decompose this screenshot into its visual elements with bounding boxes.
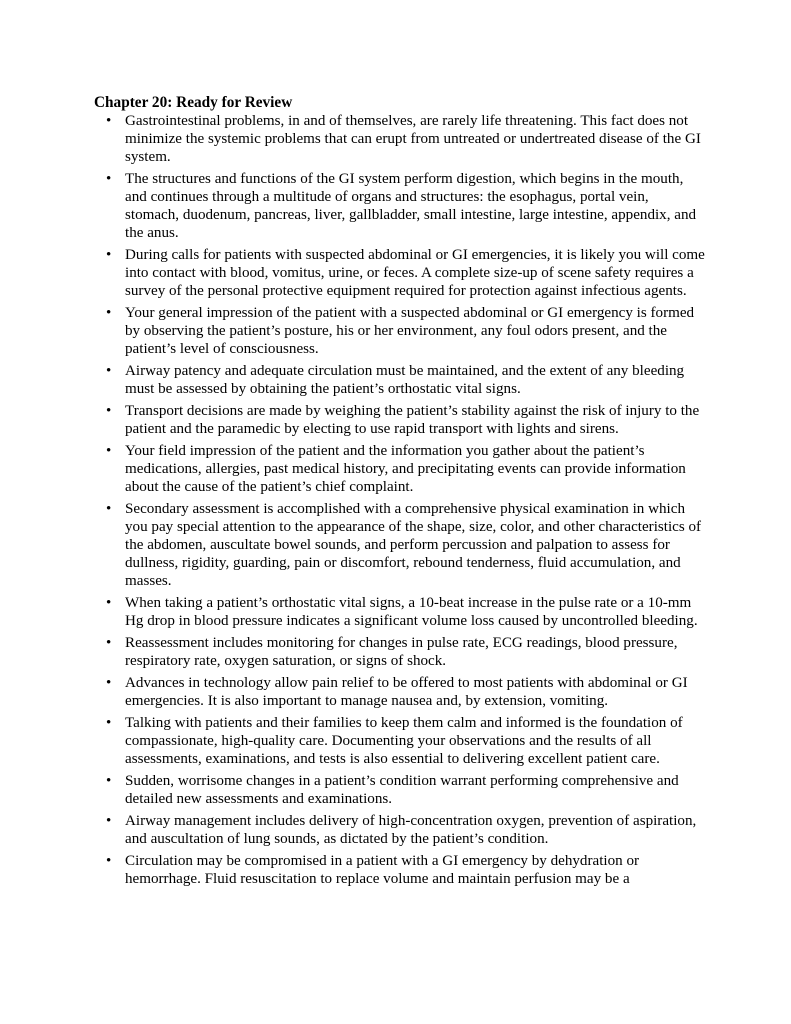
bullet-text: Reassessment includes monitoring for changes in pulse rate, ECG readings, blood pressure, respiratory rate, oxygen saturation, or signs of shock. xyxy=(125,635,678,669)
review-bullet-item xyxy=(106,674,706,710)
review-bullet-item xyxy=(106,170,706,242)
bullet-text: The structures and functions of the GI system perform digestion, which begins in the mouth, and continues through a multitude of organs and structures: the esophagus, portal vein, stomach, duodenum, pancreas, liver, gallbladder, small intestine, large intestine, appendix, and the anus. xyxy=(125,171,697,241)
bullet-marker: • xyxy=(106,305,112,321)
bullet-marker: • xyxy=(106,595,112,611)
bullet-text: During calls for patients with suspected abdominal or GI emergencies, it is likely you will come into contact with blood, vomitus, urine, or feces. A complete size-up of scene safety requires a survey of the personal protective equipment required for protection against infectious agents. xyxy=(125,247,705,299)
review-bullet-item xyxy=(106,304,706,358)
bullet-marker: • xyxy=(106,773,112,789)
review-bullet-item xyxy=(106,594,706,630)
review-bullet-item xyxy=(106,714,706,768)
review-bullet-item xyxy=(106,634,706,670)
review-bullet-list xyxy=(106,112,706,892)
review-bullet-item xyxy=(106,362,706,398)
bullet-text: When taking a patient’s orthostatic vital signs, a 10-beat increase in the pulse rate or a 10-mm Hg drop in blood pressure indicates a significant volume loss caused by uncontrolled bleeding. xyxy=(125,595,698,629)
review-bullet-item xyxy=(106,442,706,496)
bullet-text: Talking with patients and their families to keep them calm and informed is the foundation of compassionate, high-quality care. Documenting your observations and the results of all assessments, examinations, and tests is also essential to delivering excellent patient care. xyxy=(125,715,683,767)
bullet-marker: • xyxy=(106,501,112,517)
bullet-text: Airway patency and adequate circulation must be maintained, and the extent of any bleeding must be assessed by obtaining the patient’s orthostatic vital signs. xyxy=(125,363,685,397)
bullet-text: Your field impression of the patient and the information you gather about the patient’s medications, allergies, past medical history, and precipitating events can provide information about the cause of the patient’s chief complaint. xyxy=(125,443,686,495)
bullet-marker: • xyxy=(106,675,112,691)
bullet-marker: • xyxy=(106,113,112,129)
bullet-marker: • xyxy=(106,715,112,731)
bullet-marker: • xyxy=(106,403,112,419)
review-bullet-item xyxy=(106,812,706,848)
bullet-text: Advances in technology allow pain relief to be offered to most patients with abdominal or GI emergencies. It is also important to manage nausea and, by extension, vomiting. xyxy=(125,675,688,709)
bullet-text: Secondary assessment is accomplished with a comprehensive physical examination in which you pay special attention to the appearance of the shape, size, color, and other characteristics of the abdomen, auscultate bowel sounds, and perform percussion and palpation to assess for dullness, rigidity, guarding, pain or discomfort, rebound tenderness, fluid accumulation, and masses. xyxy=(125,501,702,589)
bullet-text: Gastrointestinal problems, in and of themselves, are rarely life threatening. This fact does not minimize the systemic problems that can erupt from untreated or undertreated disease of the GI system. xyxy=(125,113,701,165)
bullet-marker: • xyxy=(106,813,112,829)
bullet-text: Transport decisions are made by weighing the patient’s stability against the risk of injury to the patient and the paramedic by electing to use rapid transport with lights and sirens. xyxy=(125,403,700,437)
bullet-marker: • xyxy=(106,853,112,869)
bullet-marker: • xyxy=(106,363,112,379)
bullet-marker: • xyxy=(106,247,112,263)
review-bullet-item xyxy=(106,500,706,590)
bullet-marker: • xyxy=(106,635,112,651)
bullet-text: Your general impression of the patient with a suspected abdominal or GI emergency is formed by observing the patient’s posture, his or her environment, any foul odors present, and the patient’s level of consciousness. xyxy=(125,305,695,357)
bullet-text: Airway management includes delivery of high-concentration oxygen, prevention of aspiration, and auscultation of lung sounds, as dictated by the patient’s condition. xyxy=(125,813,697,847)
review-bullet-item xyxy=(106,246,706,300)
review-bullet-item xyxy=(106,112,706,166)
bullet-marker: • xyxy=(106,443,112,459)
bullet-text: Circulation may be compromised in a patient with a GI emergency by dehydration or hemorrhage. Fluid resuscitation to replace volume and maintain perfusion may be a xyxy=(125,853,640,887)
review-bullet-item xyxy=(106,402,706,438)
bullet-text: Sudden, worrisome changes in a patient’s condition warrant performing comprehensive and detailed new assessments and examinations. xyxy=(125,773,679,807)
chapter-heading: Chapter 20: Ready for Review xyxy=(94,94,293,111)
bullet-marker: • xyxy=(106,171,112,187)
review-bullet-item xyxy=(106,772,706,808)
review-bullet-item xyxy=(106,852,706,888)
